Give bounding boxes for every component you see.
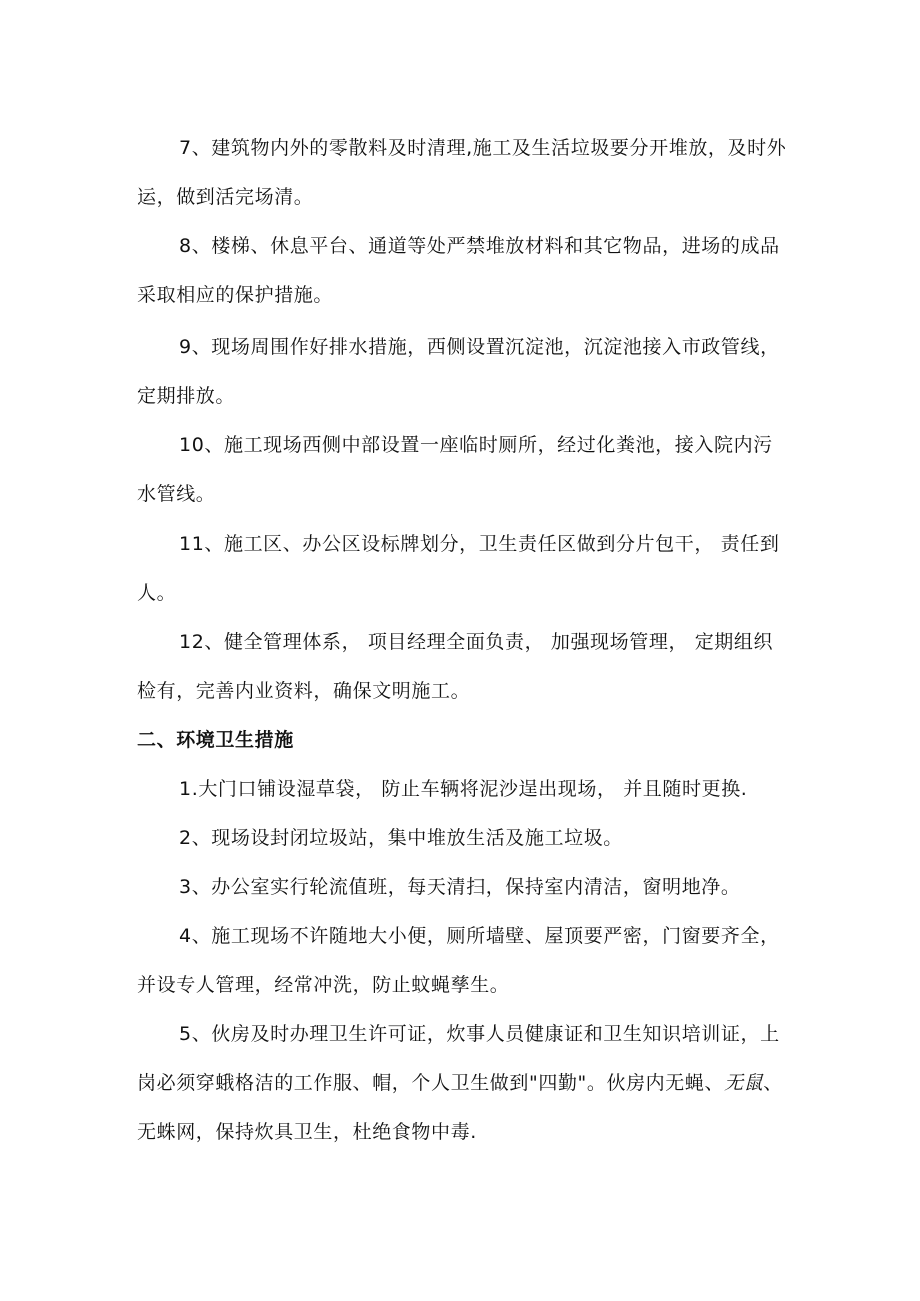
paragraph-item-11: 11、施工区、办公区设标牌划分，卫生责任区做到分片包干， 责任到人。 xyxy=(137,533,780,604)
env-item-3: 3、办公室实行轮流值班，每天清扫，保持室内清洁，窗明地净。 xyxy=(179,876,741,898)
env-item-5-italic: 无鼠 xyxy=(724,1072,764,1094)
paragraph-item-10: 10、施工现场西侧中部设置一座临时厕所，经过化粪池，接入院内污水管线。 xyxy=(137,434,773,505)
env-item-5 xyxy=(137,1010,787,1157)
paragraph-item-12: 12、健全管理体系， 项目经理全面负责， 加强现场管理， 定期组织检有，完善内业资料，确保文明施工。 xyxy=(137,631,774,702)
paragraph-item-8: 8、楼梯、休息平台、通道等处严禁堆放材料和其它物品，进场的成品采取相应的保护措施。 xyxy=(137,235,780,306)
env-item-1: 1.大门口铺设湿草袋， 防止车辆将泥沙逞出现场， 并且随时更换. xyxy=(179,778,748,800)
paragraph-item-7: 7、建筑物内外的零散料及时清理,施工及生活垃圾要分开堆放，及时外运，做到活完场清。 xyxy=(137,137,787,208)
section-heading: 二、环境卫生措施 xyxy=(137,729,294,751)
env-item-5-main: 5、伙房及时办理卫生许可证，炊事人员健康证和卫生知识培训证，上岗必须穿蛾格洁的工作服、帽，个人卫生做到"四勤"。伙房内无蝇、 xyxy=(137,1023,780,1094)
env-item-2: 2、现场设封闭垃圾站，集中堆放生活及施工垃圾。 xyxy=(179,827,623,849)
paragraph-item-9: 9、现场周围作好排水措施，西侧设置沉淀池，沉淀池接入市政管线， 定期排放。 xyxy=(137,336,780,407)
env-item-5-tail: 、无蛛网，保持炊具卫生，杜绝食物中毒. xyxy=(137,1072,783,1143)
env-item-4: 4、施工现场不许随地大小便，厕所墙壁、屋顶要严密，门窗要齐全，并设专人管理，经常冲洗，防止蚊蝇孳生。 xyxy=(137,925,780,996)
